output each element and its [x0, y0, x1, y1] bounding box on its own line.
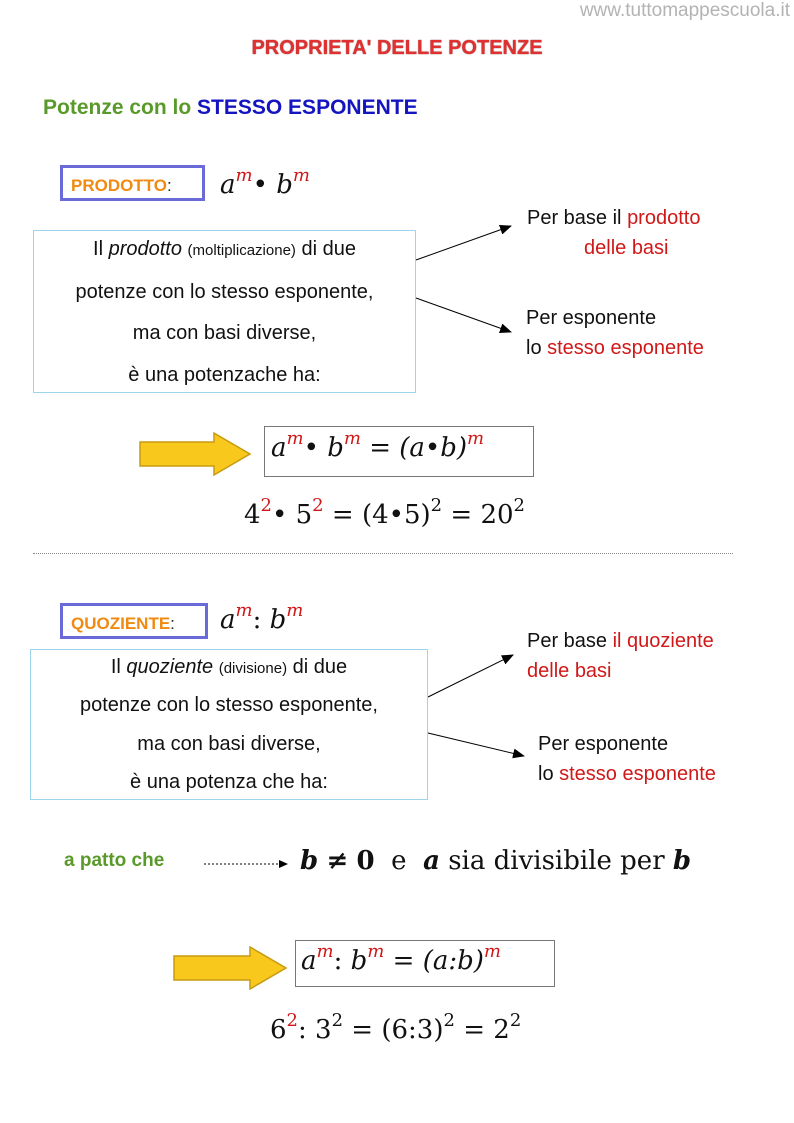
quotient-example: $6^2$: $3^2$ = (6:3)$^2$ = $2^2$ [270, 1010, 522, 1045]
arrow-quotient-exponent [428, 733, 524, 756]
quotient-expression: $a^m$: $b^m$ [220, 600, 304, 635]
product-expression: $a^m•$ $b^m$ [220, 165, 310, 200]
product-definition-box [33, 230, 416, 393]
condition-label: a patto che [64, 850, 165, 871]
subtitle-highlight: STESSO ESPONENTE [197, 96, 418, 119]
product-example: $4^2•$ $5^2$ = (4•5)$^2$ = $20^2$ [244, 495, 525, 530]
page-title: PROPRIETA' DELLE POTENZE [251, 37, 543, 59]
product-tag: PRODOTTO: [60, 165, 205, 201]
quotient-formula: $a^m$: $b^m$ = (a:b)$^m$ [301, 941, 501, 976]
section-divider [33, 553, 733, 554]
quotient-line-4: è una potenza che ha: [130, 771, 328, 793]
quotient-line-2: potenze con lo stesso esponente, [80, 694, 378, 716]
condition-expression: b ≠ 0 e a sia divisibile per b [300, 846, 692, 876]
product-line-2: potenze con lo stesso esponente, [75, 281, 374, 303]
big-arrow-product [140, 433, 250, 475]
product-line-4: è una potenzache ha: [128, 364, 321, 386]
quotient-base-note: Per base il quoziente delle basi [527, 630, 714, 682]
arrow-product-exponent [416, 298, 511, 332]
product-line-3: ma con basi diverse, [132, 322, 317, 344]
product-formula: $a^m•$ $b^m$ = (a•b)$^m$ [271, 428, 485, 463]
product-exponent-note: Per esponente lo stesso esponente [526, 307, 704, 359]
quotient-line-3: ma con basi diverse, [137, 733, 321, 755]
website-url[interactable]: www.tuttomappescuola.it [579, 0, 790, 21]
big-arrow-quotient [174, 947, 286, 989]
arrow-product-base [416, 226, 511, 260]
product-line-1: Il prodotto (moltiplicazione) di due [93, 238, 356, 260]
quotient-tag: QUOZIENTE: [60, 603, 208, 639]
subtitle-prefix: Potenze con lo [43, 96, 192, 119]
product-base-note: Per base il prodotto delle basi [527, 207, 701, 259]
quotient-definition-box [30, 649, 428, 800]
arrow-quotient-base [428, 655, 513, 697]
quotient-line-1: Il quoziente (divisione) di due [110, 656, 348, 678]
quotient-exponent-note: Per esponente lo stesso esponente [538, 733, 716, 785]
